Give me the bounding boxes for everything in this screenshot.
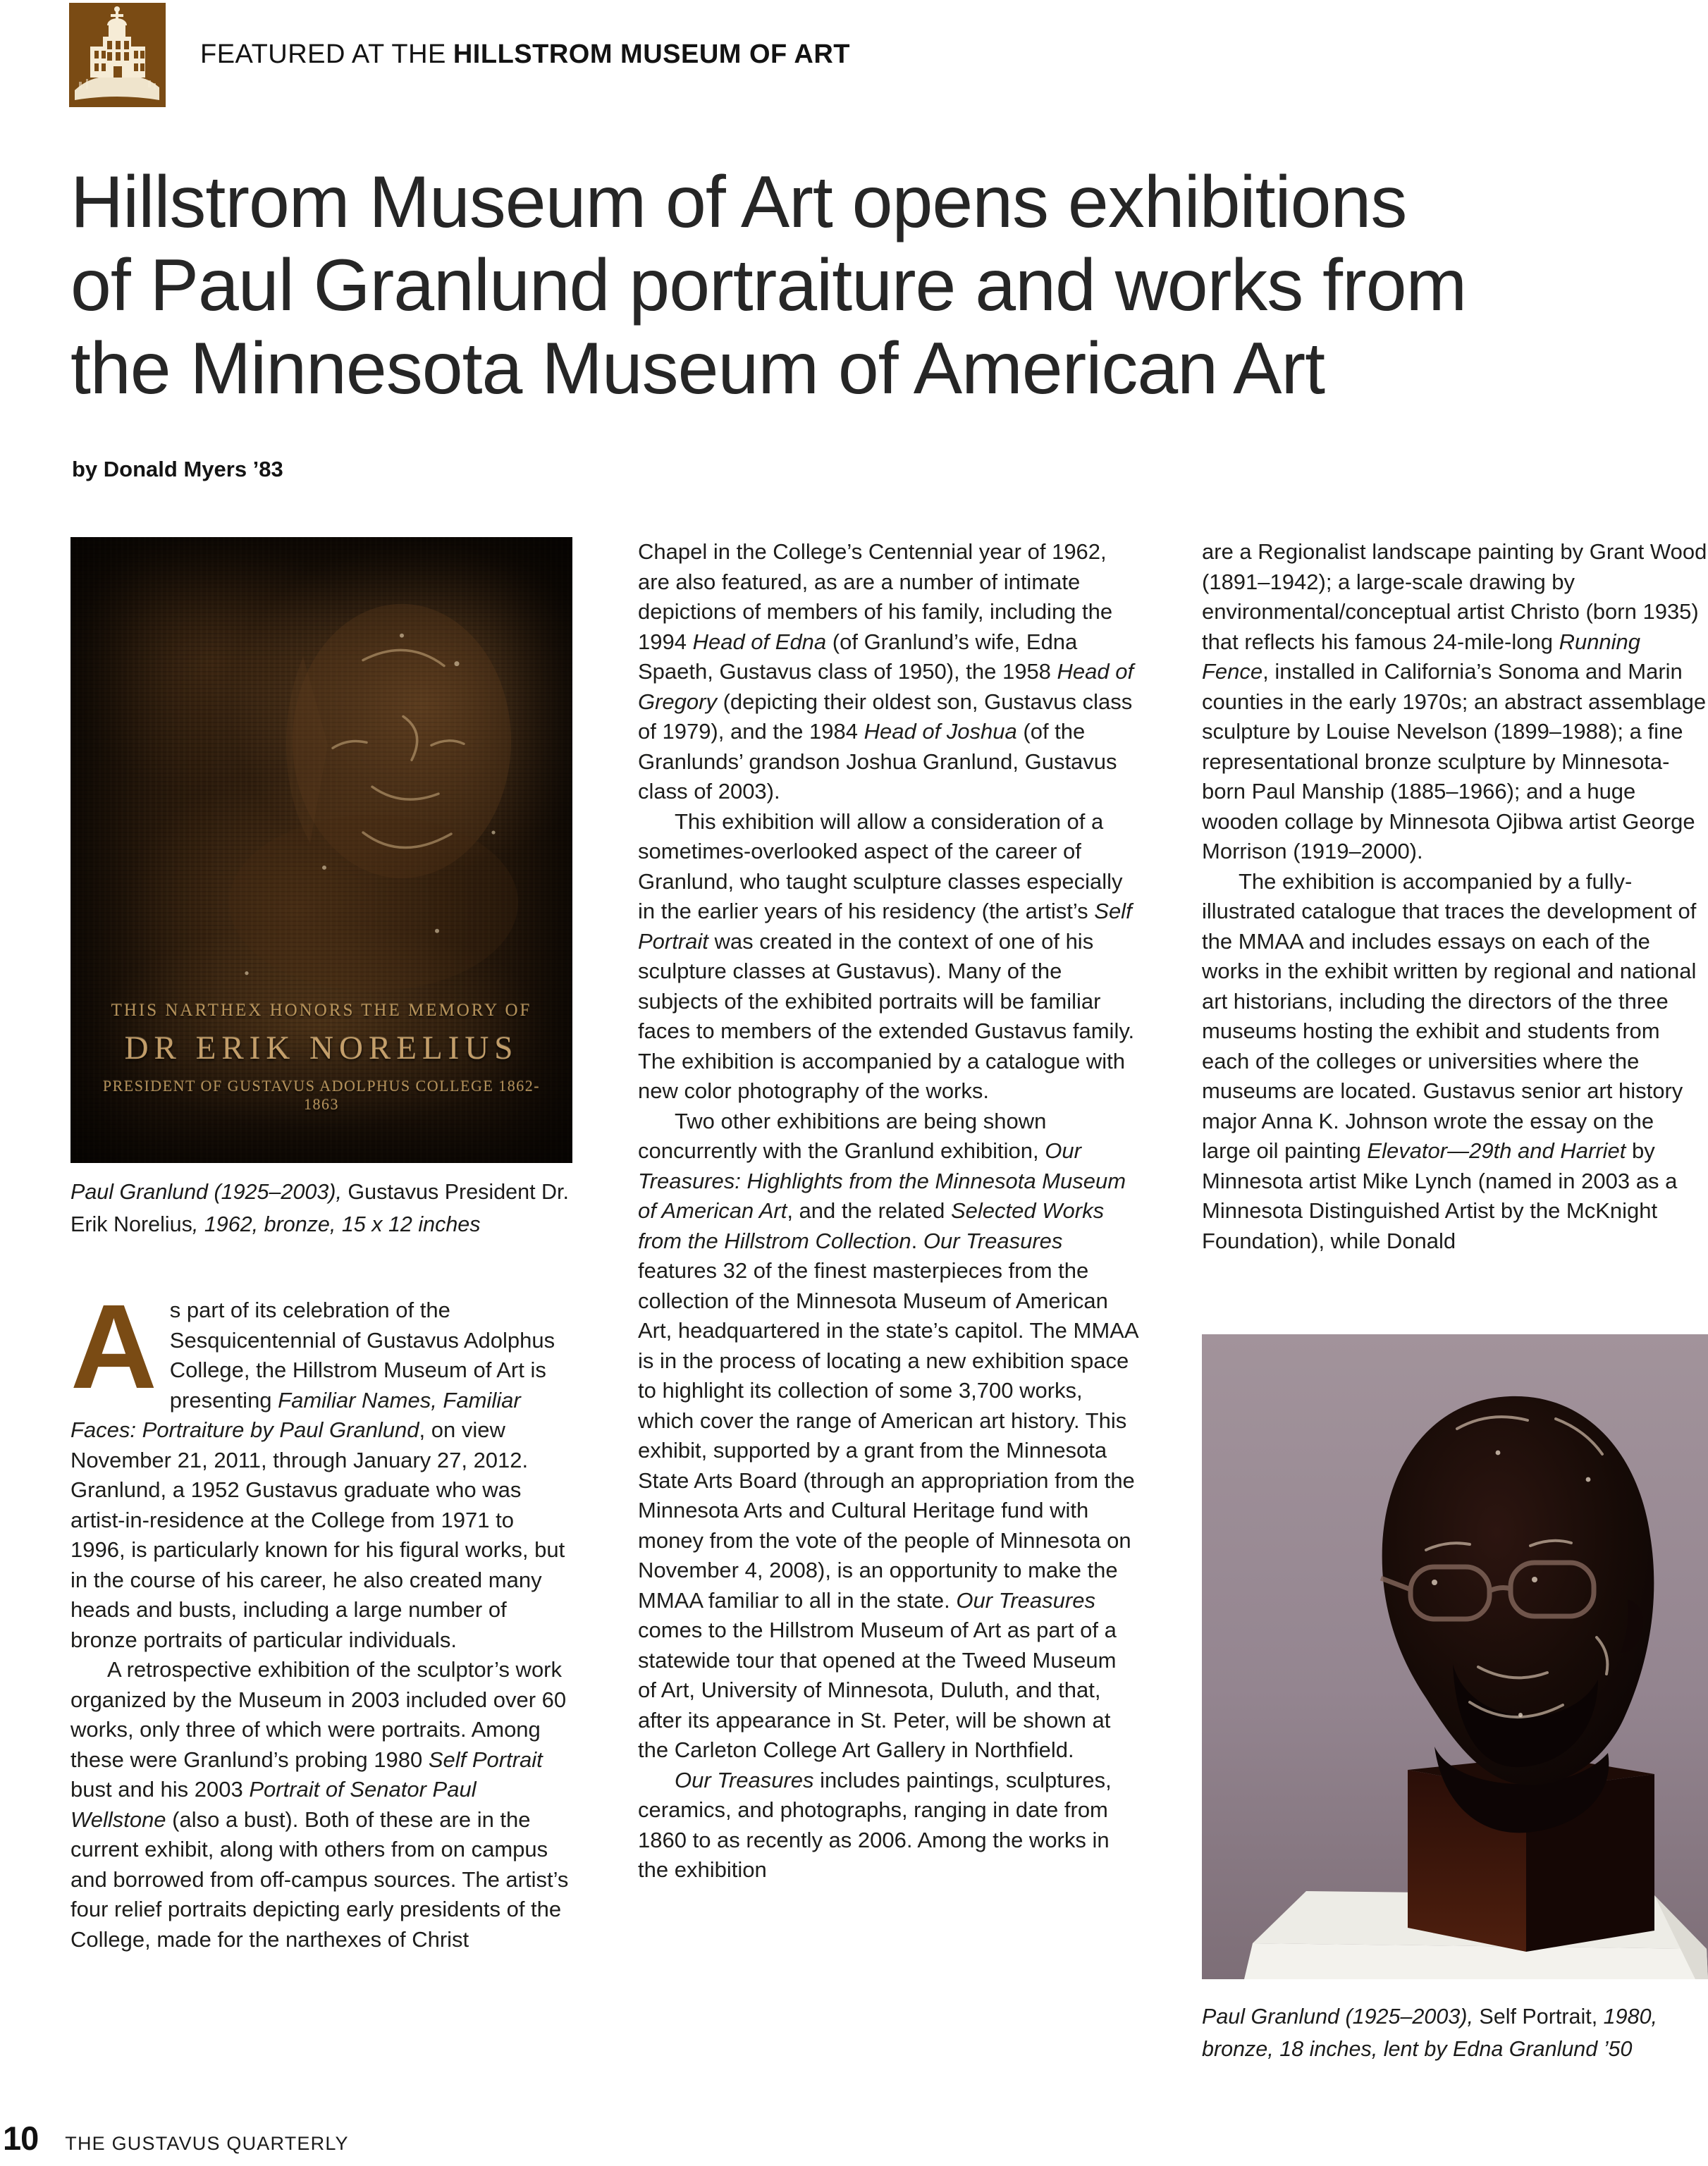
page-title <box>70 161 1678 410</box>
self-portrait-caption <box>1202 2000 1695 2065</box>
eyebrow-museum-name: HILLSTROM MUSEUM OF ART <box>453 39 851 69</box>
paragraph <box>1202 537 1708 867</box>
paragraph <box>1202 867 1708 1257</box>
text-run: (of the Granlunds’ grandson Joshua Granlund, Gustavus class of 2003). <box>638 719 1117 804</box>
inscription-line: PRESIDENT OF GUSTAVUS ADOLPHUS COLLEGE 1862-1863 <box>102 1077 541 1113</box>
article-column-1 <box>70 537 572 1955</box>
byline: by Donald Myers ’83 <box>72 457 283 481</box>
relief-caption <box>70 1176 572 1241</box>
caption-run: Paul Granlund (1925–2003), <box>1202 2005 1480 2029</box>
text-run: Chapel in the College’s Centennial year of 1962, are also featured, as are a number of intimate depictions of members of his family, including the 1994 <box>638 539 1113 654</box>
title-line-1: Hillstrom Museum of Art opens exhibitions <box>70 161 1407 243</box>
text-run: features 32 of the finest masterpieces from the collection of the Minnesota Museum of American Art, headquartered in the state’s capitol. The MMAA is in the process of locating a new exhibition space to highlight its collection of some 3,700 works, which cover the range of American art history. This exhibit, supported by a grant from the Minnesota State Arts Board (through an appropriation from the Minnesota Arts and Cultural Heritage fund with money from the vote of the people of Minnesota on November 4, 2008), is an opportunity to make the MMAA familiar to all in the state. <box>638 1258 1138 1613</box>
section-eyebrow <box>200 39 850 70</box>
eyebrow-prefix: FEATURED AT THE <box>200 39 446 69</box>
text-run: Two other exhibitions are being shown concurrently with the Granlund exhibition, <box>638 1108 1047 1163</box>
text-run: s part of its celebration of the Sesquicentennial of Gustavus Adolphus College, the Hillstrom Museum of Art is presenting <box>169 1298 555 1413</box>
text-run: are a Regionalist landscape painting by Grant Wood (1891–1942); a large-scale drawing by environmental/conceptual artist Christo (born 1935) that reflects his famous 24-mile-long <box>1202 539 1707 654</box>
text-run: Our Treasures: Highlights from the Minnesota Museum of American Art <box>638 1138 1126 1223</box>
column-2-text <box>638 537 1140 1885</box>
paragraph <box>638 1107 1140 1766</box>
article-column-3 <box>1202 537 1708 1256</box>
page-number: 10 <box>3 2119 39 2157</box>
old-main-building-icon <box>69 3 166 107</box>
publication-name: THE GUSTAVUS QUARTERLY <box>65 2133 349 2154</box>
text-run: The exhibition is accompanied by a fully-illustrated catalogue that traces the development of the MMAA and includes essays on each of the works in the exhibit written by regional and national art historians, including the directors of the three museums hosting the exhibit and students from each of the colleges or universities where the museums are located. Gustavus senior art history major Anna K. Johnson wrote the essay on the large oil painting <box>1202 868 1697 1163</box>
relief-artwork-photo <box>70 537 572 1163</box>
caption-run: Self Portrait, <box>1479 2005 1598 2029</box>
column-3-text <box>1202 537 1708 1256</box>
text-run: bust and his 2003 <box>70 1777 250 1802</box>
text-run: Portrait of Senator Paul Wellstone <box>70 1777 477 1832</box>
column-1-text <box>70 1280 572 1955</box>
text-run: , installed in California’s Sonoma and Marin counties in the early 1970s; an abstract assemblage sculpture by Louise Nevelson (1899–1988); a fine representational bronze sculpture by Minnesota-born Paul Manship (1885–1966); and a huge wooden collage by Minnesota Ojibwa artist George Morrison (1919–2000). <box>1202 659 1707 863</box>
caption-run: Gustavus President Dr. Erik Norelius <box>70 1180 569 1236</box>
text-run: This exhibition will allow a consideration of a sometimes-overlooked aspect of the career of Granlund, who taught sculpture classes especially in the earlier years of his residency (the artist’s <box>638 808 1123 923</box>
paragraph <box>638 1766 1140 1885</box>
relief-inscription <box>90 1001 552 1114</box>
text-run: Familiar Names, Familiar Faces: Portraiture by Paul Granlund <box>70 1387 521 1442</box>
text-run: Running Fence <box>1202 629 1641 684</box>
paragraph <box>638 807 1140 1107</box>
text-run: comes to the Hillstrom Museum of Art as part of a statewide tour that opened at the Tweed Museum of Art, University of Minnesota, Duluth, and that, after its appearance in St. Peter, will be shown at the Carleton College Art Gallery in Northfield. <box>638 1618 1117 1762</box>
title-line-2: of Paul Granlund portraiture and works from <box>70 245 1467 326</box>
text-run: A retrospective exhibition of the sculptor’s work organized by the Museum in 2003 included over 60 works, only three of which were portraits. Among these were Granlund’s probing 1980 <box>70 1657 567 1772</box>
text-run: Head of Joshua <box>864 719 1017 744</box>
article-column-2 <box>638 537 1140 1885</box>
caption-run: Paul Granlund (1925–2003), <box>70 1180 348 1204</box>
text-run: (depicting their oldest son, Gustavus class of 1979), and the 1984 <box>638 689 1133 744</box>
text-run: , on view November 21, 2011, through January 27, 2012. Granlund, a 1952 Gustavus graduate who was artist-in-residence at the College from 1971 to 1996, is particularly known for his figural works, but in the course of his career, he also created many heads and busts, including a large number of bronze portraits of particular individuals. <box>70 1417 565 1652</box>
text-run: Our Treasures <box>675 1767 814 1792</box>
caption-run: 1980, bronze, 18 inches, lent by Edna Granlund ’50 <box>1202 2005 1658 2061</box>
inscription-line: DR ERIK NORELIUS <box>124 1030 519 1066</box>
text-run: Head of Gregory <box>638 659 1134 714</box>
text-run: Head of Edna <box>692 629 827 654</box>
page-footer <box>3 2119 349 2158</box>
text-run: Our Treasures <box>923 1228 1063 1253</box>
title-line-3: the Minnesota Museum of American Art <box>70 328 1325 410</box>
text-run: was created in the context of one of his sculpture classes at Gustavus). Many of the subjects of the exhibited portraits will be familiar faces to members of the extended Gustavus family. The exhibition is accompanied by a catalogue with new color photography of the works. <box>638 928 1135 1103</box>
self-portrait-photo <box>1202 1334 1708 1979</box>
hillstrom-museum-logo <box>69 3 166 107</box>
text-run: Our Treasures <box>956 1587 1095 1613</box>
text-run: , and the related <box>787 1198 951 1223</box>
text-run: (of Granlund’s wife, Edna Spaeth, Gustavus class of 1950), the 1958 <box>638 629 1078 684</box>
paragraph <box>638 537 1140 807</box>
text-run: Selected Works from the Hillstrom Collection <box>638 1198 1105 1253</box>
text-run: includes paintings, sculptures, ceramics, and photographs, ranging in date from 1860 to as recently as 2006. Among the works in the exhibition <box>638 1767 1112 1882</box>
bronze-head-illustration <box>1202 1334 1708 1979</box>
drop-cap: A <box>70 1280 157 1414</box>
paragraph <box>70 1655 572 1955</box>
text-run: Self Portrait <box>638 899 1132 954</box>
text-run: by Minnesota artist Mike Lynch (named in 2003 as a Minnesota Distinguished Artist by the McKnight Foundation), while Donald <box>1202 1138 1678 1253</box>
text-run: Elevator—29th and Harriet <box>1367 1138 1626 1163</box>
inscription-line: THIS NARTHEX HONORS THE MEMORY OF <box>111 1001 532 1020</box>
caption-run: , 1962, bronze, 15 x 12 inches <box>192 1212 481 1236</box>
text-run: . <box>911 1228 923 1253</box>
text-run: Self Portrait <box>428 1747 543 1772</box>
paragraph <box>70 1280 572 1655</box>
text-run: (also a bust). Both of these are in the current exhibit, along with others from on campus and borrowed from off-campus sources. The artist’s four relief portraits depicting early presidents of the College, made for the narthexes of Christ <box>70 1807 569 1952</box>
